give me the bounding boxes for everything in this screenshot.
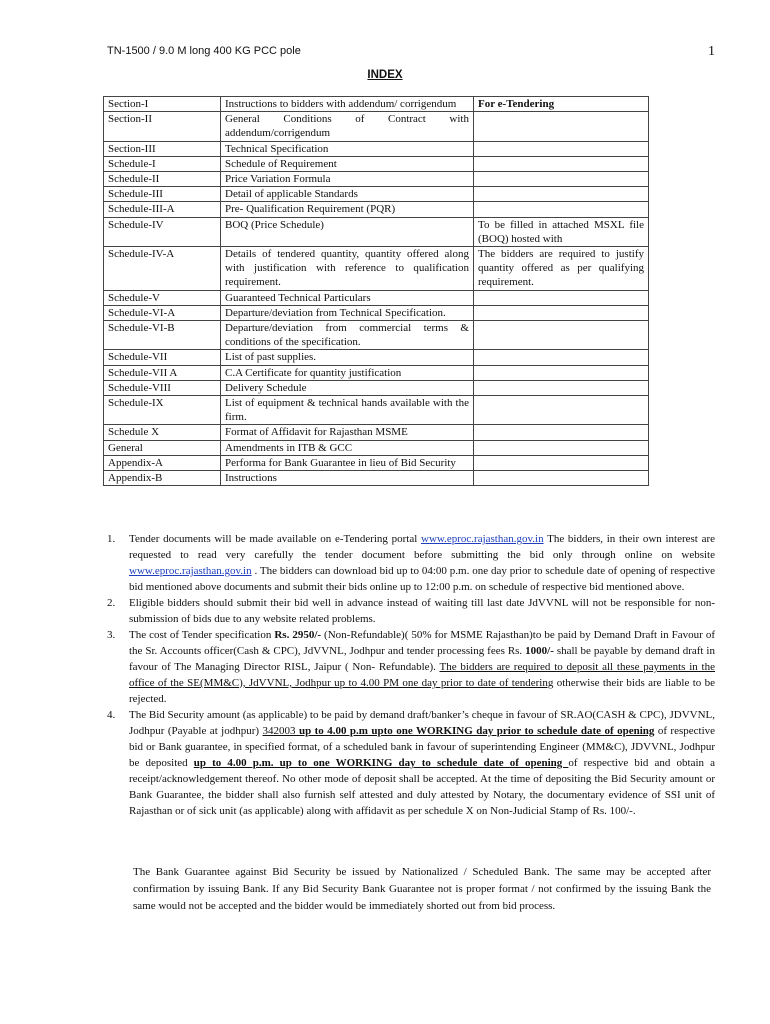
index-row	[104, 365, 649, 380]
index-row	[104, 187, 649, 202]
index-remark-cell	[474, 187, 649, 202]
index-section-cell: Schedule-III-A	[104, 202, 221, 217]
instruction-item-3	[107, 627, 715, 707]
index-description-cell: Format of Affidavit for Rajasthan MSME	[221, 425, 474, 440]
index-description-cell: Details of tendered quantity, quantity offered along with justification with reference to qualification requirement.	[221, 247, 474, 291]
index-remark-cell	[474, 380, 649, 395]
index-description-cell: Technical Specification	[221, 141, 474, 156]
index-section-cell: Section-III	[104, 141, 221, 156]
index-section-cell: Schedule-I	[104, 156, 221, 171]
deposit-instruction-underlined: The bidders are required to deposit all these payments in the office of the SE(MM&C), JdVVNL, Jodhpur up to 4.00 PM one day prior to date of tendering	[129, 661, 715, 689]
deadline-bold-underlined: up to 4.00 p.m upto one WORKING day prior to schedule date of opening	[295, 725, 655, 737]
index-row	[104, 455, 649, 470]
index-description-cell: Performa for Bank Guarantee in lieu of Bid Security	[221, 455, 474, 470]
instruction-number: 1.	[107, 533, 116, 545]
index-description-cell: Price Variation Formula	[221, 172, 474, 187]
index-title: INDEX	[367, 69, 403, 81]
index-remark-cell	[474, 471, 649, 486]
index-section-cell: Section-I	[104, 97, 221, 112]
document-reference: TN-1500 / 9.0 M long 400 KG PCC pole	[107, 45, 301, 57]
index-section-cell: Schedule-IV-A	[104, 247, 221, 291]
index-row	[104, 350, 649, 365]
page-number: 1	[708, 44, 715, 59]
index-description-cell: Detail of applicable Standards	[221, 187, 474, 202]
index-remark-cell	[474, 455, 649, 470]
index-description-cell: Instructions	[221, 471, 474, 486]
index-row	[104, 305, 649, 320]
index-row	[104, 141, 649, 156]
index-remark-cell: For e-Tendering	[474, 97, 649, 112]
page-header	[107, 44, 715, 60]
index-remark-cell: The bidders are required to justify quantity offered as per qualifying requirement.	[474, 247, 649, 291]
index-remark-cell	[474, 172, 649, 187]
instruction-text: Tender documents will be made available on e-Tendering portal	[129, 533, 421, 545]
instruction-text: (Non-Refundable)( 50% for MSME Rajasthan)to be paid by Demand Draft in Favour of the Sr. Accounts officer(Cash & CPC), JdVVNL, Jodhpur and tender processing fees Rs.	[129, 629, 715, 657]
instruction-text: shall be payable by demand draft in favour of The Managing Director RISL, Jaipur ( Non- Refundable).	[129, 645, 715, 673]
index-section-cell: Schedule-IX	[104, 396, 221, 425]
index-remark-cell	[474, 396, 649, 425]
instruction-number: 2.	[107, 597, 116, 609]
index-section-cell: Schedule-V	[104, 290, 221, 305]
index-section-cell: Schedule-II	[104, 172, 221, 187]
index-row	[104, 112, 649, 141]
index-row	[104, 97, 649, 112]
index-description-cell: List of past supplies.	[221, 350, 474, 365]
index-section-cell: Schedule-VI-B	[104, 321, 221, 350]
index-remark-cell	[474, 290, 649, 305]
index-section-cell: Schedule-III	[104, 187, 221, 202]
instruction-text: The cost of Tender specification	[129, 629, 275, 641]
processing-fee-amount: 1000/-	[525, 645, 554, 657]
bank-guarantee-paragraph: The Bank Guarantee against Bid Security be issued by Nationalized / Scheduled Bank. The same may be accepted after confirmation by issuing Bank. If any Bid Security Bank Guarantee not is proper format / not confirmed by the issuing Bank the same would not be accepted and the bidder would be immediately shorted out from bid process.	[133, 866, 711, 912]
index-remark-cell	[474, 440, 649, 455]
instruction-number: 4.	[107, 709, 116, 721]
index-section-cell: Schedule-VII	[104, 350, 221, 365]
instruction-text: Eligible bidders should submit their bid well in advance instead of waiting till last date JdVVNL will not be responsible for non-submission of bids due to any website related problems.	[129, 597, 715, 625]
index-row	[104, 321, 649, 350]
index-table	[103, 96, 649, 486]
index-section-cell: General	[104, 440, 221, 455]
index-remark-cell	[474, 156, 649, 171]
index-description-cell: Departure/deviation from Technical Specification.	[221, 305, 474, 320]
index-description-cell: BOQ (Price Schedule)	[221, 217, 474, 246]
index-remark-cell	[474, 425, 649, 440]
instruction-text: The bidders, in their own interest are requested to read very carefully the tender document before submitting the bid only through online on website	[129, 533, 715, 561]
index-row	[104, 396, 649, 425]
instruction-item-4	[107, 707, 715, 819]
eproc-website-link[interactable]: www.eproc.rajasthan.gov.in	[129, 565, 252, 577]
instruction-number: 3.	[107, 629, 116, 641]
index-section-cell: Schedule-VIII	[104, 380, 221, 395]
index-section-cell: Schedule X	[104, 425, 221, 440]
index-section-cell: Appendix-B	[104, 471, 221, 486]
index-remark-cell	[474, 141, 649, 156]
index-description-cell: Amendments in ITB & GCC	[221, 440, 474, 455]
index-row	[104, 217, 649, 246]
index-section-cell: Section-II	[104, 112, 221, 141]
index-remark-cell	[474, 350, 649, 365]
index-description-cell: List of equipment & technical hands available with the firm.	[221, 396, 474, 425]
instruction-text: of respective bid or Bank guarantee, in specified format, of a scheduled bank in favour of superintending Engineer (MM&C), JDVVNL, Jodhpur be deposited	[129, 725, 716, 769]
instruction-text: . The bidders can download bid up to 04:00 p.m. one day prior to schedule date of opening of respective bid mentioned above documents and submit their bids online up to 12:00 p.m. on schedule of respective bid mentioned above.	[129, 565, 715, 593]
eproc-portal-link[interactable]: www.eproc.rajasthan.gov.in	[421, 533, 544, 545]
index-remark-cell	[474, 202, 649, 217]
index-row	[104, 247, 649, 291]
index-section-cell: Schedule-IV	[104, 217, 221, 246]
index-description-cell: Schedule of Requirement	[221, 156, 474, 171]
index-table-body	[104, 97, 649, 486]
index-description-cell: Delivery Schedule	[221, 380, 474, 395]
pin-code: 342003	[262, 725, 296, 737]
index-section-cell: Schedule-VI-A	[104, 305, 221, 320]
tender-cost-amount: Rs. 2950/-	[274, 629, 322, 641]
index-description-cell: C.A Certificate for quantity justification	[221, 365, 474, 380]
index-remark-cell: To be filled in attached MSXL file (BOQ) hosted with	[474, 217, 649, 246]
index-remark-cell	[474, 305, 649, 320]
instructions-list	[107, 531, 715, 819]
deadline-bold-underlined: up to 4.00 p.m. up to one WORKING day to schedule date of opening	[193, 757, 569, 769]
index-row	[104, 202, 649, 217]
index-description-cell: Guaranteed Technical Particulars	[221, 290, 474, 305]
index-remark-cell	[474, 112, 649, 141]
instruction-text: The Bid Security amount (as applicable) to be paid by demand draft/banker’s cheque in favour of SR.AO(CASH & CPC), JDVVNL, Jodhpur (Payable at jodhpur)	[129, 709, 715, 737]
instruction-item-2	[107, 595, 715, 627]
index-description-cell: Instructions to bidders with addendum/ corrigendum	[221, 97, 474, 112]
instruction-text: of respective bid and obtain a receipt/acknowledgement thereof. No other mode of deposit shall be accepted. At the time of depositing the Bid Security amount or Bank Guarantee, the bidder shall also furnish self attested and duly attested by Notary, the documentary evidence of SSI unit of Rajasthan or of sick unit (as applicable) along with affidavit as per schedule X on Non-Judicial Stamp of Rs. 100/-.	[129, 757, 715, 817]
index-description-cell: Departure/deviation from commercial terms & conditions of the specification.	[221, 321, 474, 350]
index-row	[104, 425, 649, 440]
index-remark-cell	[474, 321, 649, 350]
index-description-cell: Pre- Qualification Requirement (PQR)	[221, 202, 474, 217]
index-remark-cell	[474, 365, 649, 380]
instruction-text: otherwise their bids are liable to be rejected.	[129, 677, 716, 705]
index-row	[104, 172, 649, 187]
index-section-cell: Schedule-VII A	[104, 365, 221, 380]
index-row	[104, 290, 649, 305]
index-description-cell: General Conditions of Contract with addendum/corrigendum	[221, 112, 474, 141]
index-row	[104, 440, 649, 455]
index-section-cell: Appendix-A	[104, 455, 221, 470]
instruction-item-1	[107, 531, 715, 595]
index-row	[104, 471, 649, 486]
index-row	[104, 380, 649, 395]
index-row	[104, 156, 649, 171]
